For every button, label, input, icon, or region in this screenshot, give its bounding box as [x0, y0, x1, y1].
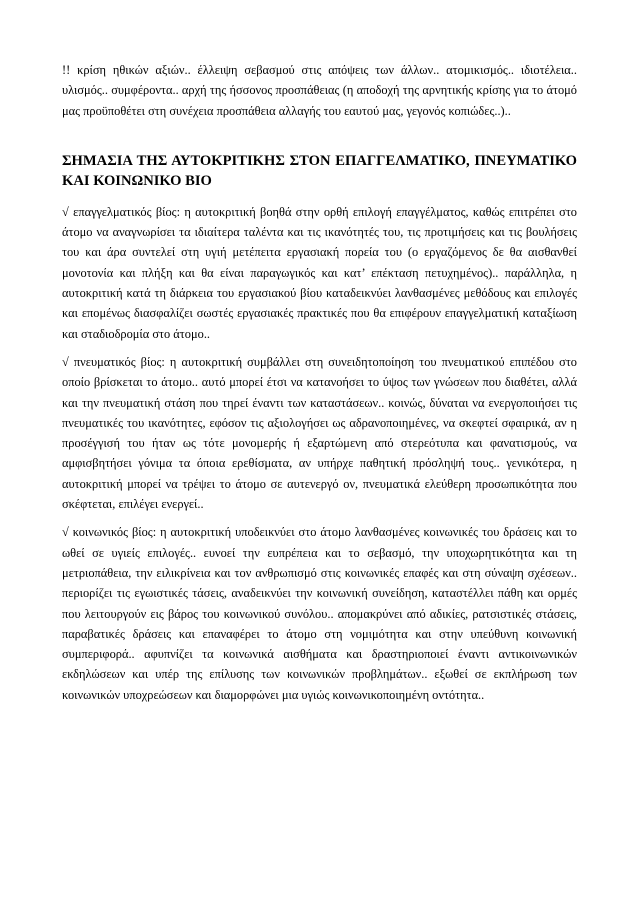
page-content — [62, 60, 577, 705]
paragraph-social-life: √ κοινωνικός βίος: η αυτοκριτική υποδεικνύει στο άτομο λανθασμένες κοινωνικές του δράσεις και το ωθεί σε υγιείς επιλογές.. ευνοεί την ευπρέπεια και το σεβασμό, την υποχωρητικότητα και τη μετριοπάθεια, την ειλικρίνεια και τον ανθρωπισμό στις κοινωνικές επαφές και στη σύναψη σχέσεων.. περιορίζει τις εγωιστικές τάσεις, αναδεικνύει την κοινωνική συνείδηση, καταστέλλει πάθη και ορμές που λειτουργούν εις βάρος του κοινωνικού συνόλου.. απομακρύνει από αδικίες, ρατσιστικές στάσεις, παραβατικές δράσεις και επαναφέρει το άτομο στη νομιμότητα και στην υπεύθυνη κοινωνική συμπεριφορά.. αφυπνίζει τα κοινωνικά αισθήματα και δραστηριοποιεί έναντι αντικοινωνικών εκδηλώσεων και υπέρ της επίλυσης των κοινωνικών προβλημάτων.. εξωθεί σε εκπλήρωση των κοινωνικών υποχρεώσεων και διαμορφώνει μια υγιώς κοινωνικοποιημένη οντότητα.. — [62, 525, 577, 702]
paragraph-intellectual-life: √ πνευματικός βίος: η αυτοκριτική συμβάλλει στη συνειδητοποίηση του πνευματικού επιπέδου στο οποίο βρίσκεται το άτομο.. αυτό μπορεί έτσι να κατανοήσει το ύψος των γνώσεων που διαθέτει, αλλά και την πνευματική στάση που τηρεί έναντι των καταστάσεων.. κοινώς, δύναται να ενεργοποιήσει τις πνευματικές του ικανότητες, εφόσον τις αξιολογήσει ως αδρανοποιημένες, να σκεφτεί σφαιρικά, αν η προσέγγισή του ήταν ως τότε μονομερής ή εξαρτώμενη από στερεότυπα και φανατισμούς, να αμφισβητήσει γόνιμα τα όποια ερεθίσματα, αν υπήρχε παθητική πρόσληψή τους.. γενικότερα, η αυτοκριτική μπορεί να τρέψει το άτομο σε αυτενεργό ον, πνευματικά ελεύθερη προσωπικότητα που σκέφτεται, επιλέγει ενεργεί.. — [62, 354, 577, 512]
section-heading: ΣΗΜΑΣΙΑ ΤΗΣ ΑΥΤΟΚΡΙΤΙΚΗΣ ΣΤΟΝ ΕΠΑΓΓΕΛΜΑΤΙΚΟ, ΠΝΕΥΜΑΤΙΚΟ ΚΑΙ ΚΟΙΝΩΝΙΚΟ ΒΙΟ — [62, 152, 577, 190]
paragraph-professional-life: √ επαγγελματικός βίος: η αυτοκριτική βοηθά στην ορθή επιλογή επαγγέλματος, καθώς επιτρέπει στο άτομο να αναγνωρίσει τα ιδιαίτερα ταλέντα και τις ικανότητές του, τις προτιμήσεις και τις βουλήσεις του και άρα συντελεί στη υγιή μετέπειτα εργασιακή πορεία του (ο εργαζόμενος δε θα αισθανθεί μονοτονία και πλήξη και θα είναι παραγωγικός και κατ’ επέκταση πετυχημένος).. παράλληλα, η αυτοκριτική κατά τη διάρκεια του εργασιακού βίου καταδεικνύει λανθασμένες μεθόδους και επιλογές και επομένως διασφαλίζει σωστές εργασιακές πρακτικές που θα επιφέρουν επαγγελματική καταξίωση και σταδιοδρομία στο άτομο.. — [62, 204, 577, 341]
intro-paragraph: !! κρίση ηθικών αξιών.. έλλειψη σεβασμού στις απόψεις των άλλων.. ατομικισμός.. ιδιοτέλεια.. υλισμός.. συμφέροντα.. αρχή της ήσσονος προσπάθειας (η αποδοχή της αρνητικής κρίσης για το άτομό μας προϋποθέτει στη συνέχεια προσπάθεια αλλαγής του εαυτού μας, γεγονός κοπιώδες..).. — [62, 63, 577, 118]
